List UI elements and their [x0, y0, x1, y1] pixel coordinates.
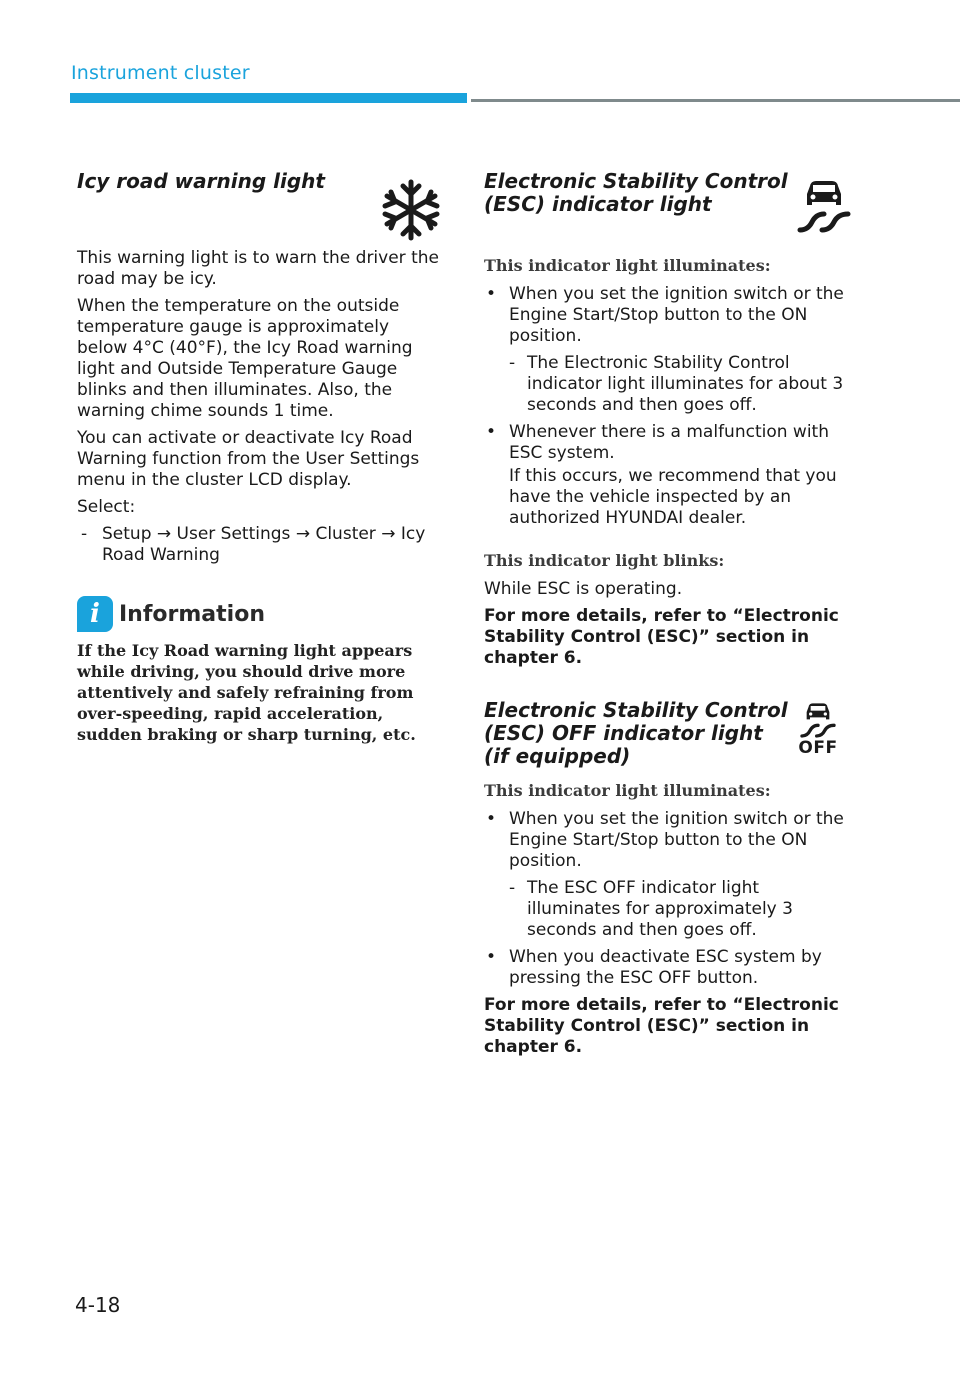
information-heading [77, 596, 439, 632]
esc-title-line2: (ESC) indicator light [484, 192, 712, 216]
esc-off-bullet-1: • When you set the ignition switch or the Engine Start/Stop button to the ON position. [484, 809, 846, 872]
esc-bullet-1-sub: - The Electronic Stability Control indicator light illuminates for about 3 seconds and then goes off. [484, 353, 846, 416]
esc-off-title-line3: (if equipped) [484, 744, 631, 768]
esc-heading [484, 170, 846, 256]
esc-off-more-details: For more details, refer to “Electronic Stability Control (ESC)” section in chapter 6. [484, 995, 839, 1057]
section-header-title: Instrument cluster [71, 62, 250, 84]
icy-paragraph-3: You can activate or deactivate Icy Road Warning function from the User Settings menu in the cluster LCD display. [77, 428, 420, 490]
esc-off-icon-label: OFF [798, 738, 838, 758]
esc-more-details: For more details, refer to “Electronic Stability Control (ESC)” section in chapter 6. [484, 606, 839, 668]
esc-off-heading [484, 699, 846, 781]
esc-off-bullet-2: • When you deactivate ESC system by pressing the ESC OFF button. [484, 947, 846, 989]
icy-road-title: Icy road warning light [77, 169, 325, 193]
esc-off-illuminates-heading: This indicator light illuminates: [484, 781, 771, 800]
esc-title [484, 170, 846, 216]
icy-paragraph-1: This warning light is to warn the driver the road may be icy. [77, 248, 439, 289]
left-column [77, 170, 439, 745]
esc-bullet-1: • When you set the ignition switch or the Engine Start/Stop button to the ON position. [484, 284, 846, 347]
esc-blinks-heading: This indicator light blinks: [484, 551, 725, 570]
icy-select-path: - Setup → User Settings → Cluster → Icy Road Warning [77, 524, 439, 566]
icy-road-heading [77, 170, 439, 248]
header-rule [471, 99, 960, 102]
icy-paragraph-2: When the temperature on the outside temperature gauge is approximately below 4°C (40°F), the Icy Road warning light and Outside Temperature Gauge blinks and then illuminates. Also, the warning chime sounds 1 time. [77, 296, 413, 421]
esc-bullet-2-note: If this occurs, we recommend that you have the vehicle inspected by an authorized HYUNDAI dealer. [509, 466, 837, 528]
information-body: If the Icy Road warning light appears while driving, you should drive more attentively and safely refraining from over-speeding, rapid acceleration, sudden braking or sharp turning, etc. [77, 641, 416, 744]
info-icon: i [77, 596, 113, 632]
esc-bullet-2: • Whenever there is a malfunction with ESC system. [484, 422, 846, 464]
right-column [484, 170, 846, 1058]
page-number: 4-18 [75, 1293, 121, 1317]
icy-select-label: Select: [77, 497, 136, 517]
snowflake-icon [379, 178, 443, 246]
esc-off-title-line2: (ESC) OFF indicator light [484, 721, 763, 745]
esc-off-bullet-1-sub: - The ESC OFF indicator light illuminates for approximately 3 seconds and then goes off. [484, 878, 846, 941]
esc-illuminates-heading: This indicator light illuminates: [484, 256, 771, 275]
esc-blinks-text: While ESC is operating. [484, 579, 683, 599]
header-rule-accent [70, 93, 467, 103]
information-title: Information [119, 601, 265, 627]
esc-title-line1: Electronic Stability Control [484, 169, 788, 193]
esc-off-icon [798, 701, 838, 757]
esc-off-title-line1: Electronic Stability Control [484, 698, 788, 722]
esc-skid-car-icon [794, 178, 854, 238]
esc-off-title [484, 699, 846, 768]
